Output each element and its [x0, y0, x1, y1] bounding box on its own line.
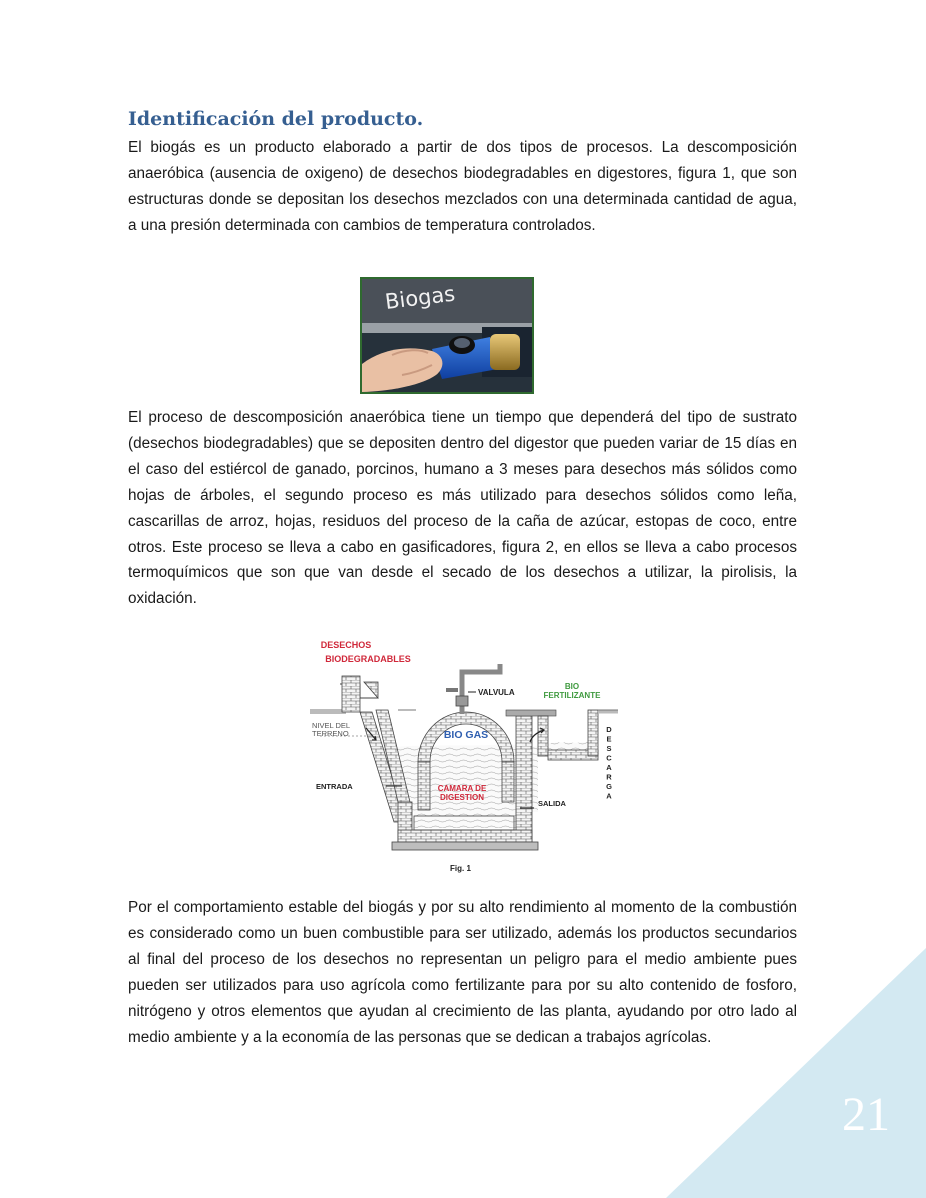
- label-desechos: DESECHOS: [320, 640, 372, 650]
- photo-label: Biogas: [383, 281, 457, 314]
- label-biogas: BIO GAS: [443, 729, 489, 741]
- label-descarga-letter: A: [606, 791, 612, 801]
- paragraph-process: El proceso de descomposición anaeróbica tiene un tiempo que dependerá del tipo de sustrato (desechos biodegradables) que se depositen dentro del digestor que pueden variar de 15 días en el caso del estiércol de ganado, porcinos, humano a 3 meses para desechos más sólidos como hojas de árboles, el segundo proceso es más utilizado para desechos sólidos como leña, cascarillas de arroz, hojas, residuos del proceso de la caña de azúcar, estopas de coco, entre otros. Este proceso se lleva a cabo en gasificadores, figura 2, en ellos se lleva a cabo procesos termoquímicos que son que van desde el secado de los desechos a utilizar, la pirolisis, la oxidación.: [128, 409, 797, 608]
- label-descarga-letter: G: [606, 782, 612, 791]
- label-camara: CAMARA DE: [437, 784, 487, 793]
- label-valvula: VALVULA: [478, 688, 515, 697]
- label-descarga-letter: C: [606, 753, 612, 763]
- label-salida: SALIDA: [538, 799, 566, 808]
- label-digestion: DIGESTION: [439, 793, 485, 802]
- page-number: 21: [842, 1088, 890, 1141]
- label-nivel: NIVEL DEL: [312, 721, 351, 730]
- corner-decoration: [666, 948, 926, 1198]
- label-fertilizante: FERTILIZANTE: [543, 691, 601, 700]
- label-descarga-letter: R: [606, 772, 612, 782]
- label-descarga-letter: S: [606, 744, 612, 753]
- label-biodegradables: BIODEGRADABLES: [325, 654, 411, 664]
- digester-diagram: [306, 632, 622, 876]
- figure-caption: Fig. 1: [450, 864, 471, 873]
- paragraph-intro: El biogás es un producto elaborado a partir de dos tipos de procesos. La descomposición anaeróbica (ausencia de oxigeno) de desechos biodegradables en digestores, figura 1, que son estructuras donde se depositan los desechos mezclados con una determinada cantidad de agua, a una presión determinada con cambios de temperatura controlados.: [128, 139, 797, 234]
- label-terreno: TERRENO: [312, 729, 349, 738]
- label-descarga-letter: D: [606, 725, 612, 734]
- paragraph-benefits: Por el comportamiento estable del biogás y por su alto rendimiento al momento de la combustión es considerado como un buen combustible para ser utilizado, además los productos secundarios al final del proceso de los desechos no representan un peligro para el medio ambiente pues pueden ser utilizados para uso agrícola como fertilizante para por su alto contenido de fosforo, nitrógeno y otros elementos que ayudan al crecimiento de las planta, ayudando por otro lado al medio ambiente y a la economía de las personas que se dedican a trabajos agrícolas.: [128, 899, 797, 1046]
- label-bio: BIO: [564, 682, 580, 691]
- label-entrada: ENTRADA: [316, 782, 353, 791]
- label-descarga-letter: A: [606, 763, 612, 772]
- label-descarga-letter: E: [606, 734, 612, 744]
- biogas-photo: [360, 277, 534, 394]
- section-heading: Identificación del producto.: [128, 108, 424, 130]
